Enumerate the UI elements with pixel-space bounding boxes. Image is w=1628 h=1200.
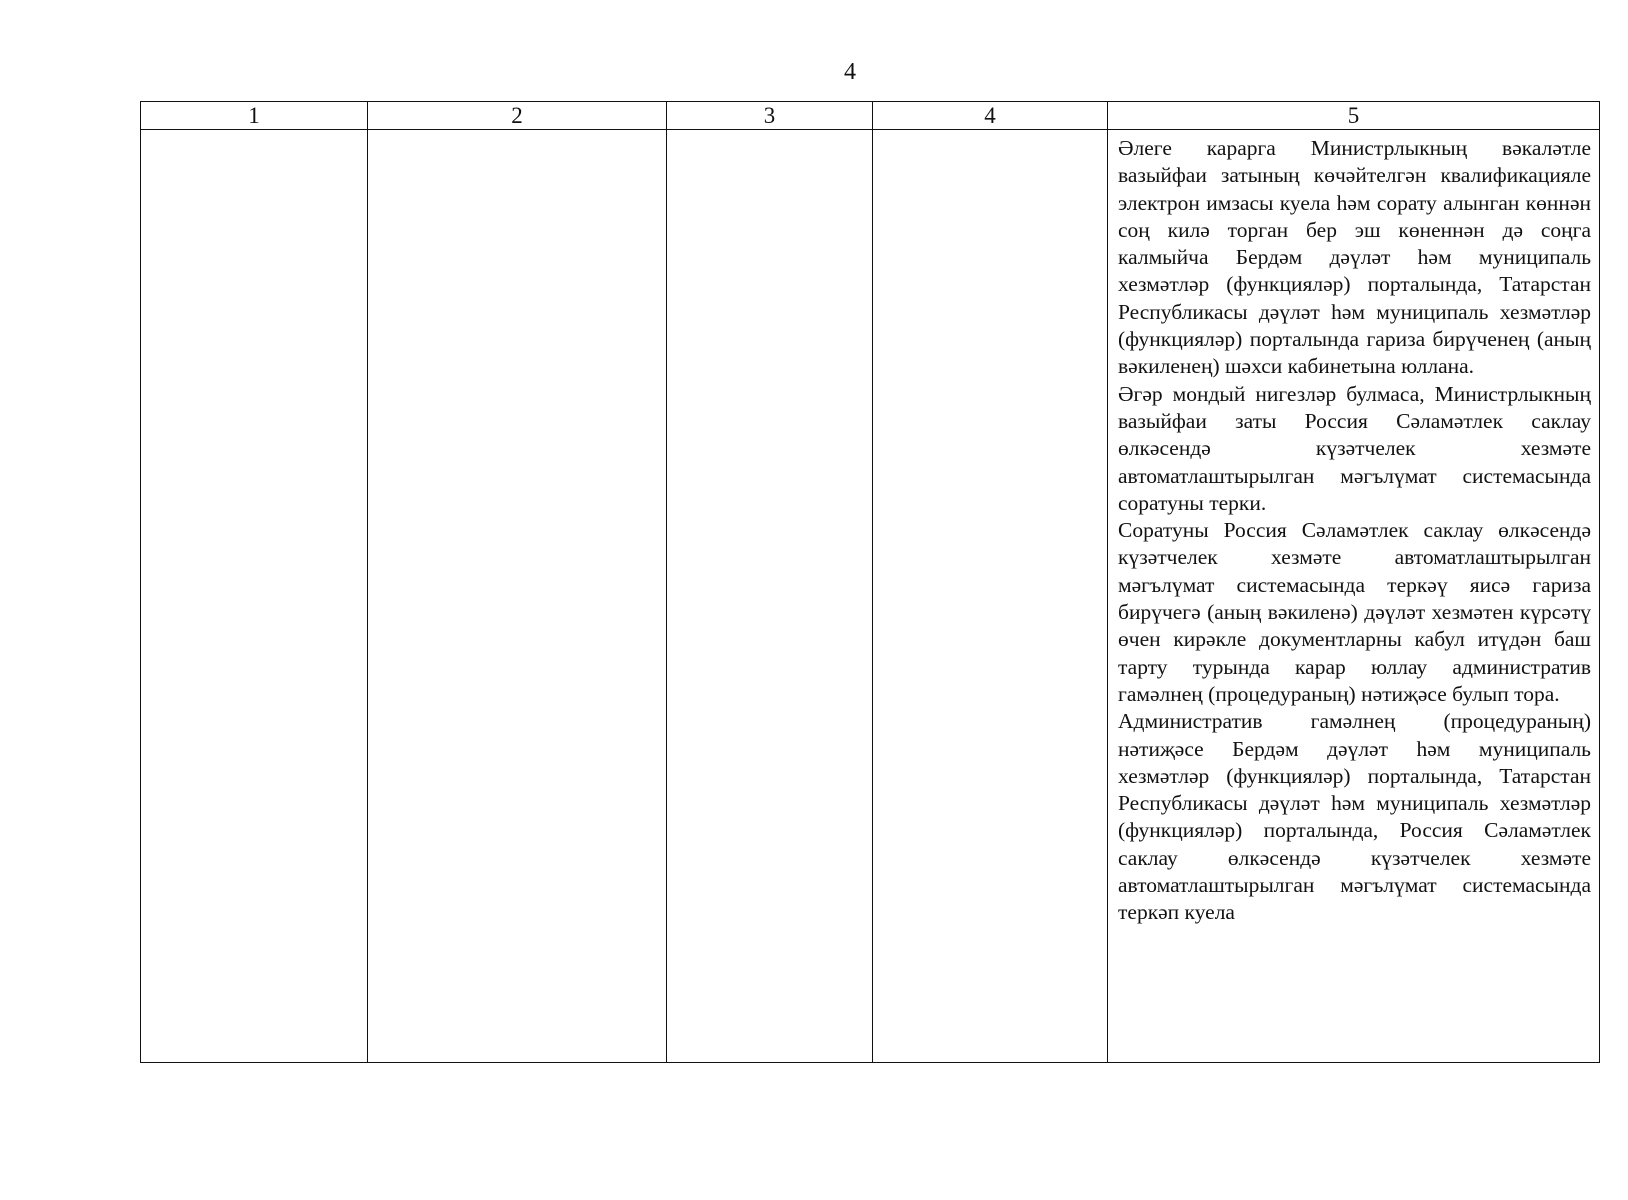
page-number: 4 [844,59,856,85]
cell-col-4 [873,130,1108,1063]
cell-col-1 [141,130,368,1063]
paragraph-recording: Административ гамәлнең (процедураның) нәтиҗәсе Бердәм дәүләт һәм муниципаль хезмәтләр (функцияләр) порталында, Татарстан Республикасы дәүләт һәм муниципаль хезмәтләр (функцияләр) порталында, Россия Сәламәтлек саклау өлкәсендә күзәтчелек хезмәте автоматлаштырылган мәгълүмат системасында теркәп куела [1118,709,1591,925]
paragraph-outcome: Соратуны Россия Сәламәтлек саклау өлкәсендә күзәтчелек хезмәте автоматлаштырылган мәгълүмат системасында теркәү яисә гариза бирүчегә (аның вәкиленә) дәүләт хезмәтен күрсәтү өчен кирәкле документларны кабул итүдән баш тарту турында карар юллау административ гамәлнең (процедураның) нәтиҗәсе булып тора. [1118,518,1591,706]
header-row [141,102,1600,130]
paragraph-result-sent: Әлеге карарга Министрлыкның вәкаләтле вазыйфаи затының көчәйтелгән квалификацияле электрон имзасы куела һәм сорату алынган көннән соң килә торган бер эш көненнән дә соңга калмыйча Бердәм дәүләт һәм муниципаль хезмәтләр (функцияләр) порталында, Татарстан Республикасы дәүләт һәм муниципаль хезмәтләр (функцияләр) порталында гариза бирүченең (аның вәкиленең) шәхси кабинетына юллана. [1118,136,1591,379]
cell-col-5 [1108,130,1600,1063]
document-table [140,101,1600,1063]
paragraph-registration: Әгәр мондый нигезләр булмаса, Министрлыкның вазыйфаи заты Россия Сәламәтлек саклау өлкәсендә күзәтчелек хезмәте автоматлаштырылган мәгълүмат системасында соратуны терки. [1118,381,1591,515]
cell-col-2 [368,130,667,1063]
cell-col-3 [667,130,873,1063]
column-header-4: 4 [873,102,1108,130]
column-header-3: 3 [667,102,873,130]
column-header-1: 1 [141,102,368,130]
table-row [141,130,1600,1063]
column-header-5: 5 [1108,102,1600,130]
column-header-2: 2 [368,102,667,130]
cell-col-5-text [1108,130,1599,927]
